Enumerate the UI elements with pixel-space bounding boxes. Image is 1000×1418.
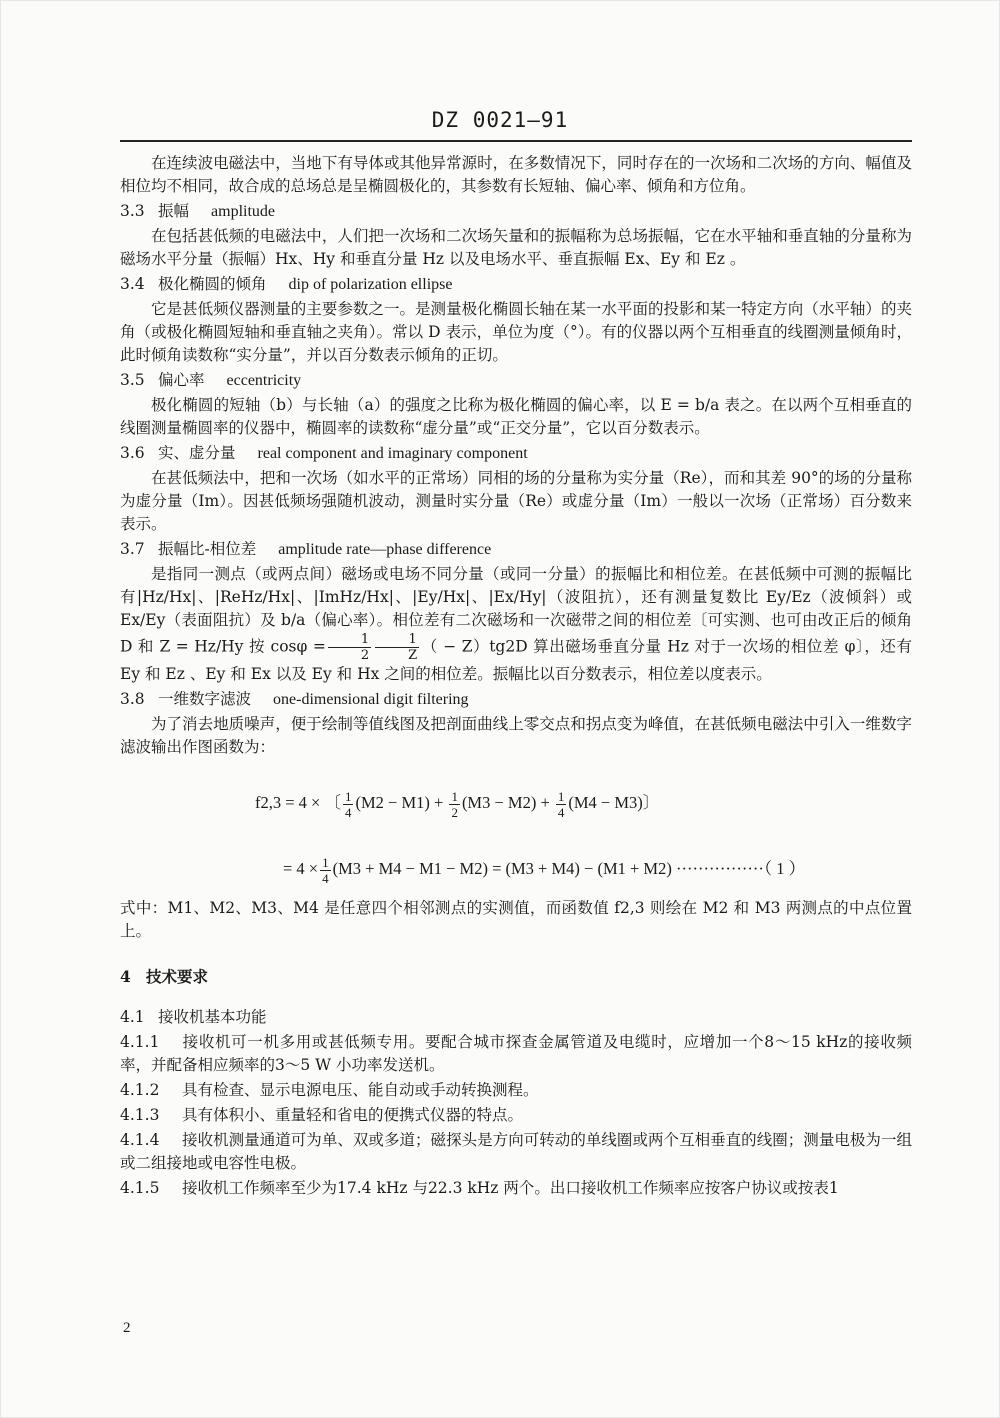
denominator: 4 [557,804,565,820]
section-number: 3.3 [120,202,145,220]
list-item [120,1177,912,1200]
item-number: 4.1.2 [120,1081,160,1099]
item-text: 接收机测量通道可为单、双或多道；磁探头是方向可转动的单线圈或两个互相垂直的线圈；测量电极为一组或二组接地或电容性电极。 [120,1131,912,1172]
denominator: 2 [451,804,458,820]
item-text: 具有体积小、重量轻和省电的便携式仪器的特点。 [182,1106,524,1124]
list-item [120,1031,912,1077]
formula-line-2 [120,847,912,891]
fraction-quarter [343,789,354,820]
fraction-half [449,789,460,820]
numerator: 1 [328,632,371,648]
item-number: 4.1.5 [120,1179,160,1197]
formula-rest: (M3 + M4 − M1 − M2) = (M3 + M4) − (M1 + M2) ················（ 1 ） [332,859,806,878]
section-3-7-heading [120,538,912,561]
formula-lhs: f2,3 = 4 × 〔 [255,793,341,812]
denominator: 4 [322,870,329,886]
section-title: 接收机基本功能 [158,1008,267,1026]
section-title: 偏心率 [158,371,205,389]
section-3-7-body [120,563,912,686]
section-3-8-heading [120,688,912,711]
fraction-one-half [328,632,371,663]
section-number: 4 [120,967,131,986]
section-title-en: amplitude rate—phase difference [278,541,492,558]
item-text: 接收机可一机多用或甚低频专用。要配合城市探查金属管道及电缆时，应增加一个8～15 kHz的接收频率，并配备相应频率的3～5 W 小功率发送机。 [120,1033,912,1074]
list-item [120,1079,912,1102]
section-3-6-body: 在甚低频法中，把和一次场（如水平的正常场）同相的场的分量称为实分量（Re），而和其差 90°的场的分量称为虚分量（Im）。因甚低频场强随机波动，测量时实分量（Re）或虚分量（Im）一般以一次场（正常场）百分数来表示。 [120,469,912,533]
section-number: 3.5 [120,371,145,389]
section-number: 3.8 [120,690,145,708]
formula-lhs: = 4 × [283,859,319,878]
section-title: 极化椭圆的倾角 [158,275,267,293]
formula-term: (M2 − M1) + [355,793,444,812]
body-part-2: （ − Z）tg2D 算出磁场垂直分量 Hz 对于一次场的相位差 φ〕，还有 Ey 和 Ez 、Ey 和 Ex 以及 Ey 和 Hx 之间的相位差。振幅比以百分数表示，相位差以度表示。 [120,637,912,683]
section-3-5-heading [120,369,912,392]
numerator: 1 [375,632,419,648]
body-part-1: 是指同一测点（或两点间）磁场或电场不同分量（或同一分量）的振幅比和相位差。在甚低频中可测的振幅比有|Hz/Hx|、|ReHz/Hx|、|ImHz/Hx|、|Ey/Hx|、|Ex/Hy|（波阻抗），还有测量复数比 Ey/Ez（波倾斜）或 Ex/Ey（表面阻抗）及 b/a（偏心率）。相位差有二次磁场和一次磁带之间的相位差〔可实测、也可由改正后的倾角 D 和 Z = Hz/Hy 按 cosφ = [120,565,912,656]
numerator: 1 [322,854,329,870]
item-number: 4.1.3 [120,1106,160,1124]
formula-line-1 [120,781,912,825]
section-title: 实、虚分量 [158,444,236,462]
section-title: 振幅比-相位差 [158,540,257,558]
section-title-en: real component and imaginary component [257,445,528,462]
section-3-4-heading [120,273,912,296]
section-title: 振幅 [158,202,190,220]
section-title: 技术要求 [146,967,209,986]
standard-code-header: DZ 0021—91 [431,108,569,132]
denominator: 4 [344,804,352,820]
intro-paragraph: 在连续波电磁法中，当地下有导体或其他异常源时，在多数情况下，同时存在的一次场和二次场的方向、幅值及相位均不相同，故合成的总场总是呈椭圆极化的，其参数有长短轴、偏心率、倾角和方位角。 [120,154,912,195]
fraction-quarter [320,855,331,886]
item-number: 4.1.1 [120,1033,160,1051]
page-number: 2 [123,1320,131,1336]
denominator: 2 [360,648,370,663]
item-text: 接收机工作频率至少为17.4 kHz 与22.3 kHz 两个。出口接收机工作频率应按客户协议或按表1 [182,1179,839,1197]
section-3-8-body: 为了消去地质噪声，便于绘制等值线图及把剖面曲线上零交点和拐点变为峰值，在甚低频电磁法中引入一维数字滤波输出作图函数为： [120,715,912,756]
section-3-6-heading [120,442,912,465]
numerator: 1 [557,788,565,804]
formula-note: 式中：M1、M2、M3、M4 是任意四个相邻测点的实测值，而函数值 f2,3 则绘在 M2 和 M3 两测点的中点位置上。 [120,899,912,940]
section-3-4-body: 它是甚低频仪器测量的主要参数之一。是测量极化椭圆长轴在某一水平面的投影和某一特定方向（水平轴）的夹角（或极化椭圆短轴和垂直轴之夹角）。常以 D 表示，单位为度（°）。有的仪器以两个互相垂直的线圈测量倾角时，此时倾角读数称“实分量”，并以百分数表示倾角的正切。 [120,300,912,364]
section-title: 一维数字滤波 [158,690,252,708]
header-rule [120,140,912,142]
section-number: 3.7 [120,540,145,558]
section-3-3-body: 在包括甚低频的电磁法中，人们把一次场和二次场矢量和的振幅称为总场振幅，它在水平轴和垂直轴的分量称为磁场水平分量（振幅）Hx、Hy 和垂直分量 Hz 以及电场水平、垂直振幅 Ex、Ey 和 Ez 。 [120,227,912,268]
fraction-quarter [556,789,567,820]
section-3-3-heading [120,200,912,223]
section-4-1-heading [120,1006,912,1029]
section-number: 4.1 [120,1008,145,1026]
list-item [120,1129,912,1175]
section-number: 3.6 [120,444,145,462]
formula-term: (M4 − M3)〕 [568,793,660,812]
item-number: 4.1.4 [120,1131,160,1149]
section-number: 3.4 [120,275,145,293]
numerator: 1 [344,788,352,804]
section-title-en: amplitude [211,203,275,220]
list-item [120,1104,912,1127]
fraction-one-over-z [375,632,419,663]
section-title-en: eccentricity [226,372,302,389]
numerator: 1 [451,788,458,804]
formula-term: (M3 − M2) + [461,793,550,812]
section-title-en: one-dimensional digit filtering [273,691,469,708]
denominator: Z [408,648,418,663]
section-3-5-body: 极化椭圆的短轴（b）与长轴（a）的强度之比称为极化椭圆的偏心率，以 E = b/a 表之。在以两个互相垂直的线圈测量椭圆率的仪器中，椭圆率的读数称“虚分量”或“正交分量”，它以百分数表示。 [120,396,912,437]
section-title-en: dip of polarization ellipse [288,276,453,293]
page-content [120,152,912,1202]
section-4-heading [120,965,912,988]
item-text: 具有检查、显示电源电压、能自动或手动转换测程。 [182,1081,539,1099]
